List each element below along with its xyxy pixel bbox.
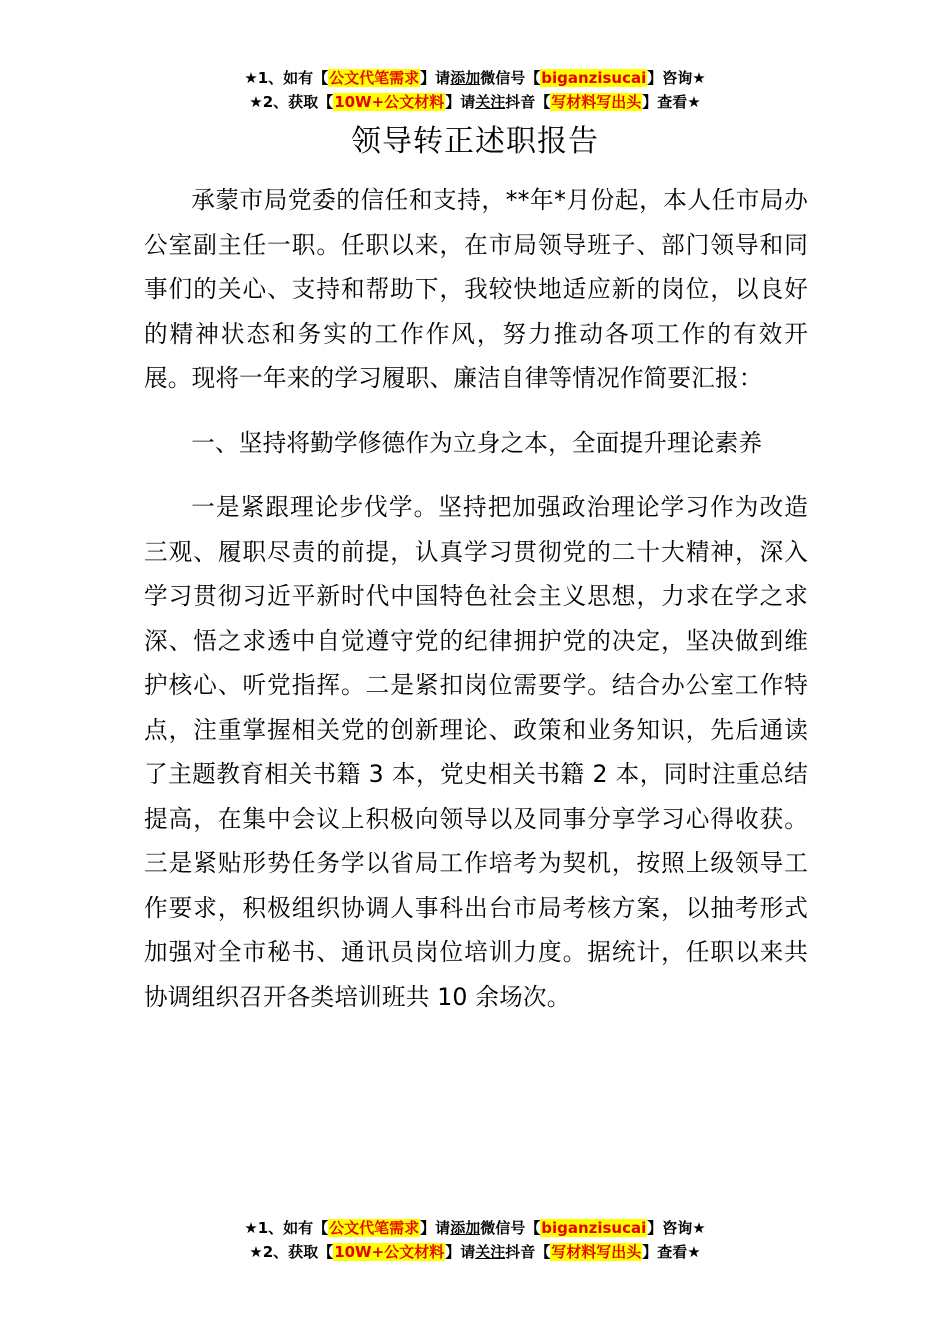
- banner-line-2: [0, 1240, 950, 1264]
- banner-line-2: [0, 90, 950, 114]
- banner-highlight: biganzisucai: [541, 69, 647, 87]
- paragraph-intro: 承蒙市局党委的信任和支持，**年*月份起，本人任市局办公室副主任一职。任职以来，在市局领导班子、部门领导和同事们的关心、支持和帮助下，我较快地适应新的岗位，以良好的精神状态和务实的工作作风，努力推动各项工作的有效开展。现将一年来的学习履职、廉洁自律等情况作简要汇报：: [144, 186, 808, 392]
- banner-line-1: [0, 1216, 950, 1240]
- banner-text: 】请: [445, 93, 476, 111]
- document-body: [144, 178, 808, 1039]
- banner-highlight: 10W+公文材料: [334, 93, 445, 111]
- banner-text: 】请: [445, 1243, 476, 1261]
- banner-text: 微信号【: [480, 1219, 541, 1237]
- banner-underlined-text: 关注: [475, 1243, 506, 1261]
- section-heading: 一、坚持将勤学修德作为立身之本，全面提升理论素养: [191, 428, 763, 457]
- banner-text: 微信号【: [480, 69, 541, 87]
- footer-banner: [0, 1216, 950, 1264]
- banner-text: 抖音【: [505, 1243, 551, 1261]
- banner-highlight: 写材料写出头: [551, 1243, 642, 1261]
- banner-text: ★2、获取【: [249, 1243, 334, 1261]
- banner-highlight: 公文代笔需求: [329, 69, 420, 87]
- banner-line-1: [0, 66, 950, 90]
- banner-text: ★1、如有【: [244, 69, 329, 87]
- banner-text: 】请: [420, 69, 451, 87]
- banner-text: 】咨询★: [647, 1219, 706, 1237]
- banner-text: ★1、如有【: [244, 1219, 329, 1237]
- banner-underlined-text: 关注: [475, 93, 506, 111]
- banner-highlight: 公文代笔需求: [329, 1219, 420, 1237]
- banner-text: 】咨询★: [647, 69, 706, 87]
- banner-underlined-text: 添加: [450, 1219, 481, 1237]
- banner-text: 】请: [420, 1219, 451, 1237]
- banner-text: 】查看★: [642, 93, 701, 111]
- banner-underlined-text: 添加: [450, 69, 481, 87]
- document-title: 领导转正述职报告: [351, 124, 599, 159]
- banner-text: 抖音【: [505, 93, 551, 111]
- header-banner: [0, 66, 950, 114]
- paragraph-study: 一是紧跟理论步伐学。坚持把加强政治理论学习作为改造三观、履职尽责的前提，认真学习贯彻党的二十大精神，深入学习贯彻习近平新时代中国特色社会主义思想，力求在学之求深、悟之求透中自觉遵守党的纪律拥护党的决定，坚决做到维护核心、听党指挥。二是紧扣岗位需要学。结合办公室工作特点，注重掌握相关党的创新理论、政策和业务知识，先后通读了主题教育相关书籍 3 本，党史相关书籍 2 本，同时注重总结提高，在集中会议上积极向领导以及同事分享学习心得收获。三是紧贴形势任务学以省局工作培考为契机，按照上级领导工作要求，积极组织协调人事科出台市局考核方案，以抽考形式加强对全市秘书、通讯员岗位培训力度。据统计，任职以来共协调组织召开各类培训班共 10 余场次。: [144, 493, 808, 1011]
- banner-highlight: 10W+公文材料: [334, 1243, 445, 1261]
- banner-text: 】查看★: [642, 1243, 701, 1261]
- banner-text: ★2、获取【: [249, 93, 334, 111]
- banner-highlight: biganzisucai: [541, 1219, 647, 1237]
- banner-highlight: 写材料写出头: [551, 93, 642, 111]
